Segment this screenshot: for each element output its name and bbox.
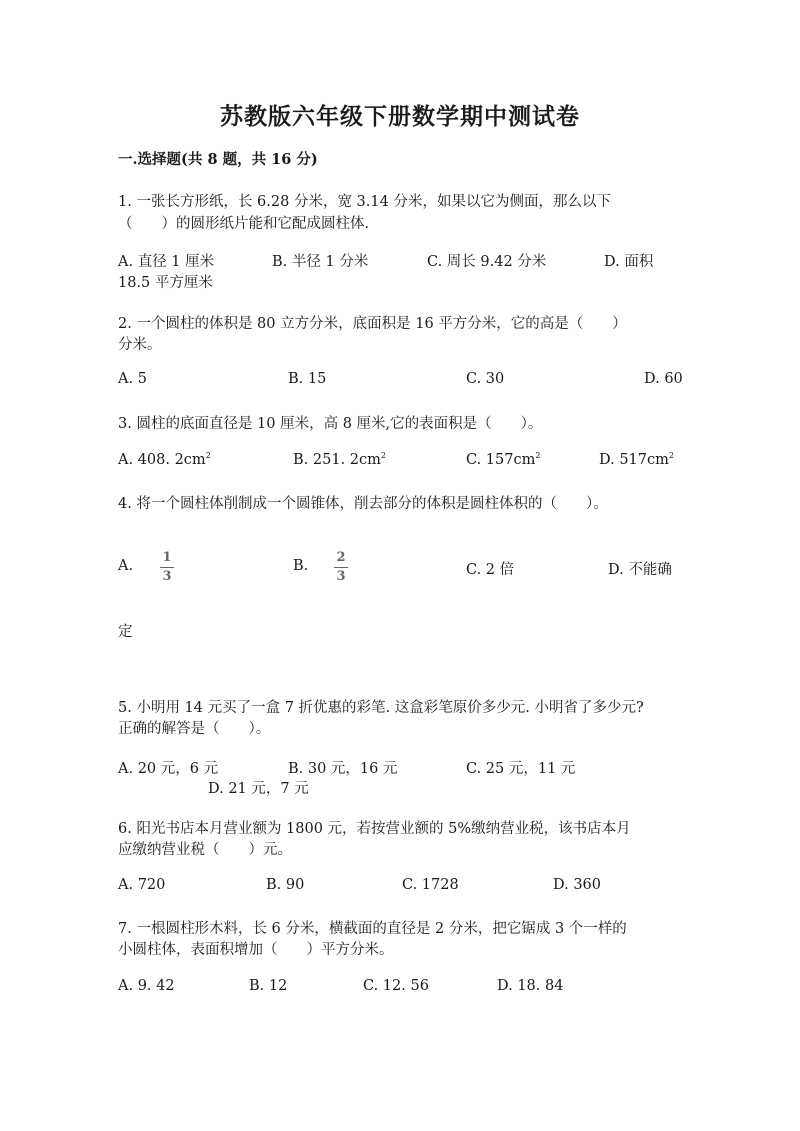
q7-line-1: 7. 一根圆柱形木料，长 6 分米，横截面的直径是 2 分米，把它锯成 3 个一样的 [118, 921, 627, 937]
q2-line-1: 2. 一个圆柱的体积是 80 立方分米，底面积是 16 平方分米，它的高是（ ） [118, 316, 627, 332]
q4-line-1: 4. 将一个圆柱体削制成一个圆锥体，削去部分的体积是圆柱体积的（ ）。 [118, 496, 608, 512]
q4-option-b: B. [293, 558, 309, 574]
q5-option-b: B. 30 元，16 元 [288, 761, 398, 777]
q3-option-c: C. $157cm^2$ [466, 451, 541, 468]
q5-option-c: C. 25 元，11 元 [466, 761, 576, 777]
q2-option-a: A. 5 [118, 371, 147, 387]
fraction-numerator: 1 [162, 550, 172, 565]
q6-option-c: C. 1728 [402, 877, 459, 893]
q3-option-d: D. $517cm^2$ [599, 451, 674, 468]
q1-option-c: C. 周长 9.42 分米 [427, 254, 547, 270]
q4-option-d-continued: 定 [118, 624, 133, 640]
q7-option-d: D. 18. 84 [497, 978, 564, 994]
q4-fraction-a [160, 551, 174, 584]
q4-option-d: D. 不能确 [608, 562, 672, 578]
fraction-denominator: 3 [336, 569, 346, 584]
q1-line-2: （ ）的圆形纸片能和它配成圆柱体. [118, 216, 370, 232]
section-heading: 一.选择题(共 8 题，共 16 分) [118, 151, 318, 168]
q2-line-2: 分米。 [118, 337, 162, 353]
q1-option-b: B. 半径 1 分米 [272, 254, 369, 270]
q3-line-1: 3. 圆柱的底面直径是 10 厘米，高 8 厘米,它的表面积是（ ）。 [118, 416, 543, 432]
q6-option-b: B. 90 [266, 877, 305, 893]
page-title: 苏教版六年级下册数学期中测试卷 [220, 103, 580, 130]
q3-option-a: A. 408. $2cm^2$ [118, 451, 211, 468]
q7-option-b: B. 12 [249, 978, 288, 994]
q4-option-a: A. [118, 558, 134, 574]
q2-option-b: B. 15 [288, 371, 327, 387]
q1-option-d: D. 面积 [604, 254, 654, 270]
q3-option-b: B. 251. $2cm^2$ [293, 451, 386, 468]
q7-line-2: 小圆柱体，表面积增加（ ）平方分米。 [118, 942, 394, 958]
fraction-numerator: 2 [336, 550, 346, 565]
q1-option-a: A. 直径 1 厘米 [118, 254, 215, 270]
q6-line-2: 应缴纳营业税（ ）元。 [118, 842, 292, 858]
q7-option-a: A. 9. 42 [118, 978, 175, 994]
q2-option-c: C. 30 [466, 371, 505, 387]
q6-option-a: A. 720 [118, 877, 166, 893]
q6-line-1: 6. 阳光书店本月营业额为 1800 元，若按营业额的 5%缴纳营业税，该书店本月 [118, 821, 631, 837]
q1-option-d-continued: 18.5 平方厘米 [118, 275, 213, 291]
q6-option-d: D. 360 [553, 877, 602, 893]
q5-line-1: 5. 小明用 14 元买了一盒 7 折优惠的彩笔. 这盒彩笔原价多少元. 小明省了多少元? [118, 700, 644, 716]
q4-fraction-b [334, 551, 348, 584]
fraction-denominator: 3 [162, 569, 172, 584]
q5-option-d: D. 21 元，7 元 [208, 781, 309, 797]
q7-option-c: C. 12. 56 [363, 978, 429, 994]
q5-line-2: 正确的解答是（ ）。 [118, 721, 271, 737]
q5-option-a: A. 20 元，6 元 [118, 761, 219, 777]
q1-line-1: 1. 一张长方形纸，长 6.28 分米，宽 3.14 分米，如果以它为侧面，那么以下 [118, 194, 611, 210]
q4-option-c: C. 2 倍 [466, 562, 515, 578]
q2-option-d: D. 60 [644, 371, 683, 387]
